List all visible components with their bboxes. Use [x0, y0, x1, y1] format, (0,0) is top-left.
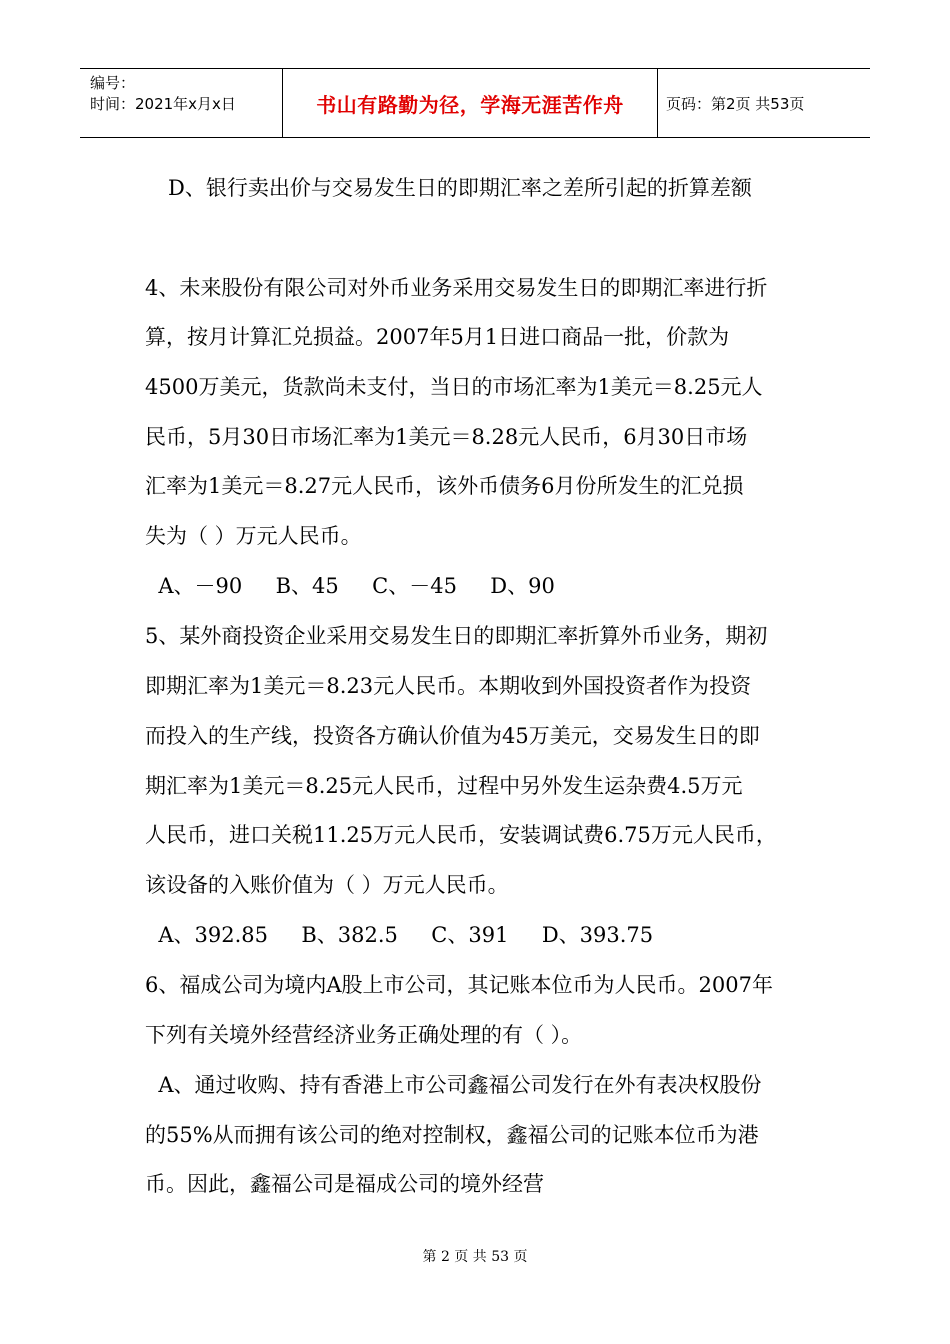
text-line: 币。因此，鑫福公司是福成公司的境外经营: [145, 1172, 544, 1196]
text-line: 汇率为1美元＝8.27元人民币，该外币债务6月份所发生的汇兑损: [145, 474, 744, 498]
answer-options: A、－90 B、45 C、－45 D、90: [145, 574, 555, 598]
text-line: 下列有关境外经营经济业务正确处理的有（ ）。: [145, 1023, 583, 1047]
page-footer: 第 2 页 共 53 页: [422, 1249, 528, 1265]
header-page-cell: [658, 69, 870, 137]
answer-options: A、392.85 B、382.5 C、391 D、393.75: [145, 923, 654, 947]
text-line: 民币，5月30日市场汇率为1美元＝8.28元人民币，6月30日市场: [145, 425, 748, 449]
text-line: 4500万美元，货款尚未支付，当日的市场汇率为1美元＝8.25元人: [145, 375, 763, 399]
text-line: 5、某外商投资企业采用交易发生日的即期汇率折算外币业务，期初: [145, 624, 768, 648]
page-label: 页码：第2页 共53页: [666, 94, 805, 113]
header-motto-cell: [283, 69, 658, 137]
text-line: A、通过收购、持有香港上市公司鑫福公司发行在外有表决权股份: [145, 1073, 762, 1097]
number-label: 编号：: [90, 74, 136, 92]
text-line: 而投入的生产线，投资各方确认价值为45万美元，交易发生日的即: [145, 724, 760, 748]
time-label: 时间：2021年x月x日: [90, 95, 236, 113]
text-line: 该设备的入账价值为（ ）万元人民币。: [145, 873, 509, 897]
motto-text: 书山有路勤为径，学海无涯苦作舟: [316, 92, 624, 117]
text-line: D、银行卖出价与交易发生日的即期汇率之差所引起的折算差额: [168, 176, 752, 200]
text-line: 6、福成公司为境内A股上市公司，其记账本位币为人民币。2007年: [145, 973, 773, 997]
text-line: 即期汇率为1美元＝8.23元人民币。本期收到外国投资者作为投资: [145, 674, 752, 698]
text-line: 期汇率为1美元＝8.25元人民币，过程中另外发生运杂费4.5万元: [145, 774, 743, 798]
text-line: 的55%从而拥有该公司的绝对控制权，鑫福公司的记账本位币为港: [145, 1123, 759, 1147]
text-line: 4、未来股份有限公司对外币业务采用交易发生日的即期汇率进行折: [145, 276, 768, 300]
header-meta: [80, 69, 283, 137]
page-header: [80, 68, 870, 138]
text-line: 失为（ ）万元人民币。: [145, 524, 362, 548]
text-line: 人民币，进口关税11.25万元人民币，安装调试费6.75万元人民币，: [145, 823, 777, 847]
text-line: 算，按月计算汇兑损益。2007年5月1日进口商品一批，价款为: [145, 325, 730, 349]
